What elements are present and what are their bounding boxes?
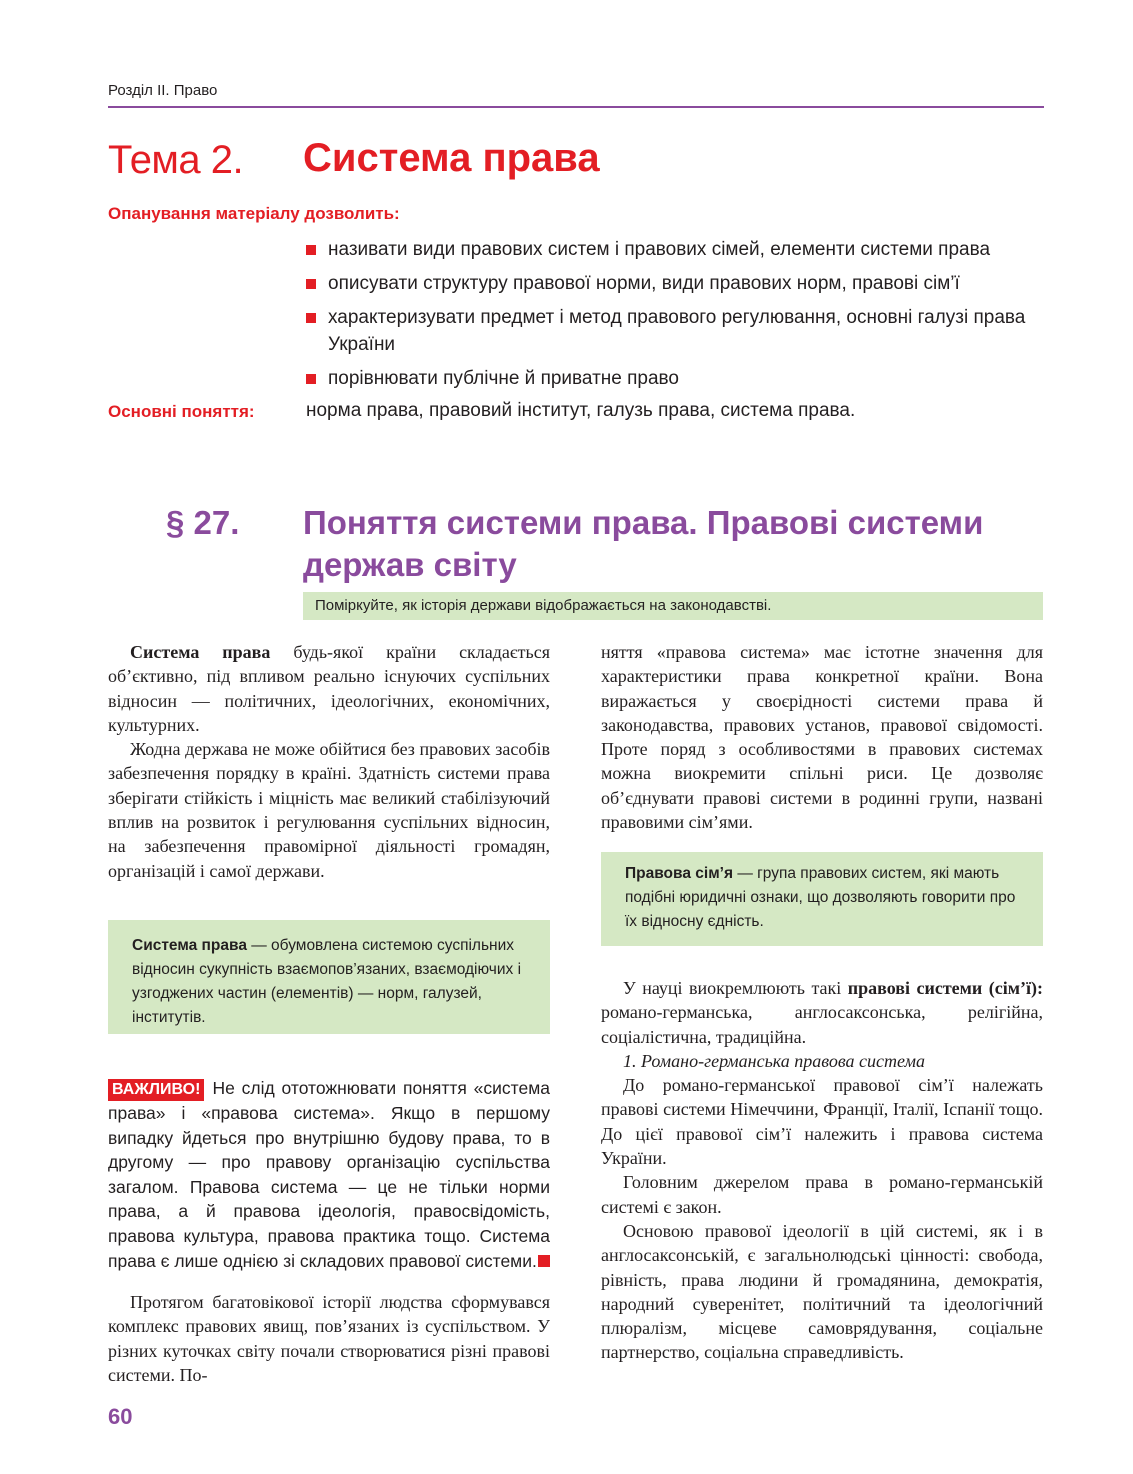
paragraph-number: § 27. xyxy=(166,504,240,541)
topic-title: Система права xyxy=(303,136,600,180)
objectives-label: Опанування матеріалу дозволить: xyxy=(108,204,400,223)
body-paragraph: Головним джерелом права в романо-германській системі є закон. xyxy=(601,1172,1043,1217)
subheading: 1. Романо-германська правова система xyxy=(623,1050,926,1071)
section-label: Розділ ІІ. Право xyxy=(108,82,218,99)
important-badge: ВАЖЛИВО! xyxy=(108,1079,204,1101)
body-paragraph: Основою правової ідеології в цій системі, як і в англосаксонській, є загальнолюдські цінності: свобода, рівність, права людини й громадянина, демократія, народний суверенітет, політичний та ідеологічний плюралізм, місцеве самоврядування, соціальне партнерство, соціальна справедливість. xyxy=(601,1220,1043,1363)
end-square-icon xyxy=(538,1255,550,1267)
objectives-list xyxy=(306,236,1046,399)
definition-box-legal-family xyxy=(601,852,1043,946)
square-bullet-icon xyxy=(306,374,316,384)
objective-item: порівнювати публічне й приватне право xyxy=(306,365,1046,392)
definition-text: — обумовлена системою суспільних відносин сукупність взаємопов’язаних, взаємодіючих і узгоджених частин (елементів) — норм, галузей, інститутів. xyxy=(132,937,522,1026)
important-text: Не слід ототожнювати поняття «система права» і «правова система». Якщо в першому випадку йдеться про внутрішню будову права, то в другому — про правову організацію суспільства загалом. Правова система — це не тільки норми права, а й правова ідеологія, правосвідомість, правова культура, правова практика тощо. Система права є лише однією зі складових правової системи. xyxy=(108,1078,550,1271)
page-number: 60 xyxy=(108,1404,133,1429)
definition-box-system-of-law xyxy=(108,920,550,1034)
think-prompt-text: Поміркуйте, як історія держави відображається на законодавстві. xyxy=(315,597,772,614)
concepts-text: норма права, правовий інститут, галузь права, система права. xyxy=(306,400,856,421)
think-prompt-box xyxy=(303,592,1043,620)
left-column-intro xyxy=(108,640,550,883)
square-bullet-icon xyxy=(306,245,316,255)
body-paragraph: У науці виокремлюють такі правові системи (сім’ї): романо-германська, англосаксонська, релігійна, соціалістична, традиційна. xyxy=(601,978,1043,1047)
body-paragraph: Жодна держава не може обійтися без правових засобів забезпечення порядку в країні. Здатність системи права зберігати стійкість і міцність має великий стабілізуючий вплив на розвиток і регулювання суспільних відносин, на забезпечення правомірної діяльності громадян, організацій і самої держави. xyxy=(108,739,550,881)
body-paragraph: Протягом багатовікової історії людства сформувався комплекс правових явищ, пов’язаних із суспільством. У різних куточках світу почали створюватися різні правові системи. По- xyxy=(108,1292,550,1385)
body-paragraph: няття «правова система» має істотне значення для характеристики права конкретної країни. Вона виражається у своєрідності системи права й законодавства, правових установ, правової свідомості. Проте поряд з особливостями в правових системах можна виокремити спільні риси. Це дозволяє об’єднувати правові системи в родинні групи, названі правовими сім’ями. xyxy=(601,642,1043,833)
objective-item: характеризувати предмет і метод правового регулювання, основні галузі права України xyxy=(306,304,1046,358)
definition-term: Система права xyxy=(132,937,247,954)
header-divider xyxy=(108,106,1044,108)
important-note xyxy=(108,1076,550,1273)
body-paragraph: До романо-германської правової сім’ї належать правові системи Німеччини, Франції, Італії, Іспанії тощо. До цієї правової сім’ї належить і правова система України. xyxy=(601,1075,1043,1169)
objective-item: описувати структуру правової норми, види правових норм, правові сім’ї xyxy=(306,270,1046,297)
body-paragraph: Система права будь-якої країни складається об’єктивно, під впливом реально існуючих суспільних відносин — політичних, ідеологічних, економічних, культурних. xyxy=(108,642,550,735)
right-column-intro xyxy=(601,640,1043,834)
objective-item: називати види правових систем і правових сімей, елементи системи права xyxy=(306,236,1046,263)
left-column-outro xyxy=(108,1290,550,1387)
right-column-main xyxy=(601,976,1043,1365)
definition-text: — група правових систем, які мають подібні юридичні ознаки, що дозволяють говорити про їх відносну єдність. xyxy=(625,865,1016,930)
paragraph-title: Поняття системи права. Правові системи держав світу xyxy=(303,504,984,583)
square-bullet-icon xyxy=(306,313,316,323)
square-bullet-icon xyxy=(306,279,316,289)
concepts-label: Основні поняття: xyxy=(108,402,255,421)
definition-term: Правова сім’я xyxy=(625,865,734,882)
topic-number: Тема 2. xyxy=(108,138,244,182)
